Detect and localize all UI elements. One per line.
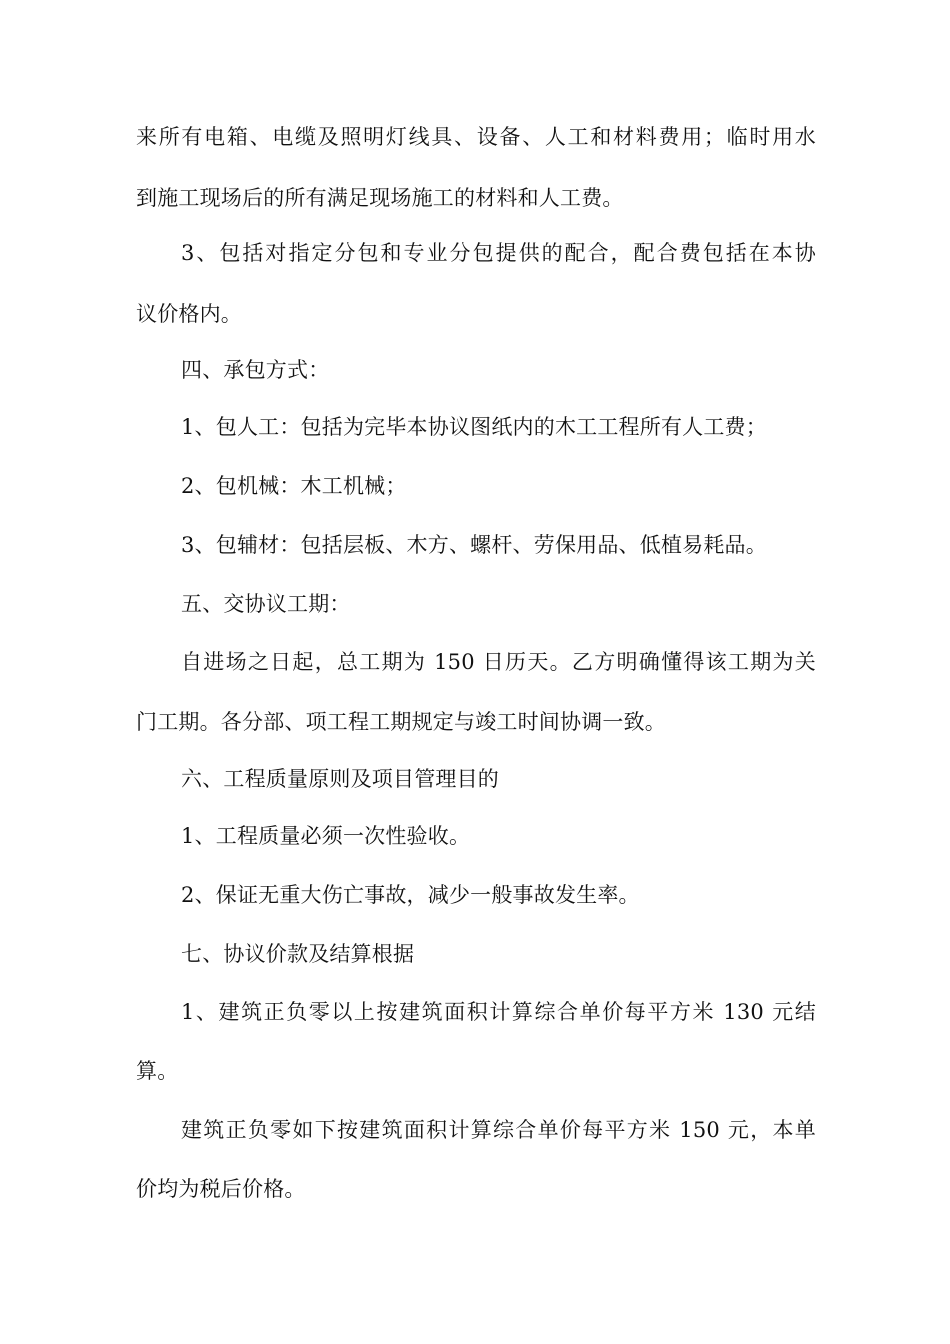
text-line: 门工期。各分部、项工程工期规定与竣工时间协调一致。 [136,710,666,734]
text-line: 价均为税后价格。 [136,1177,306,1201]
text-line: 2、保证无重大伤亡事故，减少一般事故发生率。 [181,883,640,907]
text-line: 到施工现场后的所有满足现场施工的材料和人工费。 [136,186,624,210]
text-line: 1、包人工：包括为完毕本协议图纸内的木工工程所有人工费； [181,415,767,439]
text-line: 2、包机械：木工机械； [181,474,407,498]
section-heading: 六、工程质量原则及项目管理目的 [181,767,499,791]
text-line: 3、包括对指定分包和专业分包提供的配合，配合费包括在本协 [181,241,816,265]
section-heading: 四、承包方式： [181,358,330,382]
text-line: 3、包辅材：包括层板、木方、螺杆、劳保用品、低植易耗品。 [181,533,767,557]
section-heading: 五、交协议工期： [181,592,351,616]
text-line: 来所有电箱、电缆及照明灯线具、设备、人工和材料费用；临时用水 [136,125,816,149]
text-line: 算。 [136,1059,179,1083]
text-line: 议价格内。 [136,302,242,326]
text-line: 自进场之日起，总工期为 150 日历天。乙方明确懂得该工期为关 [181,650,816,674]
text-line: 1、建筑正负零以上按建筑面积计算综合单价每平方米 130 元结 [181,1000,816,1024]
text-line: 1、工程质量必须一次性验收。 [181,824,471,848]
section-heading: 七、协议价款及结算根据 [181,942,415,966]
text-line: 建筑正负零如下按建筑面积计算综合单价每平方米 150 元，本单 [181,1118,816,1142]
